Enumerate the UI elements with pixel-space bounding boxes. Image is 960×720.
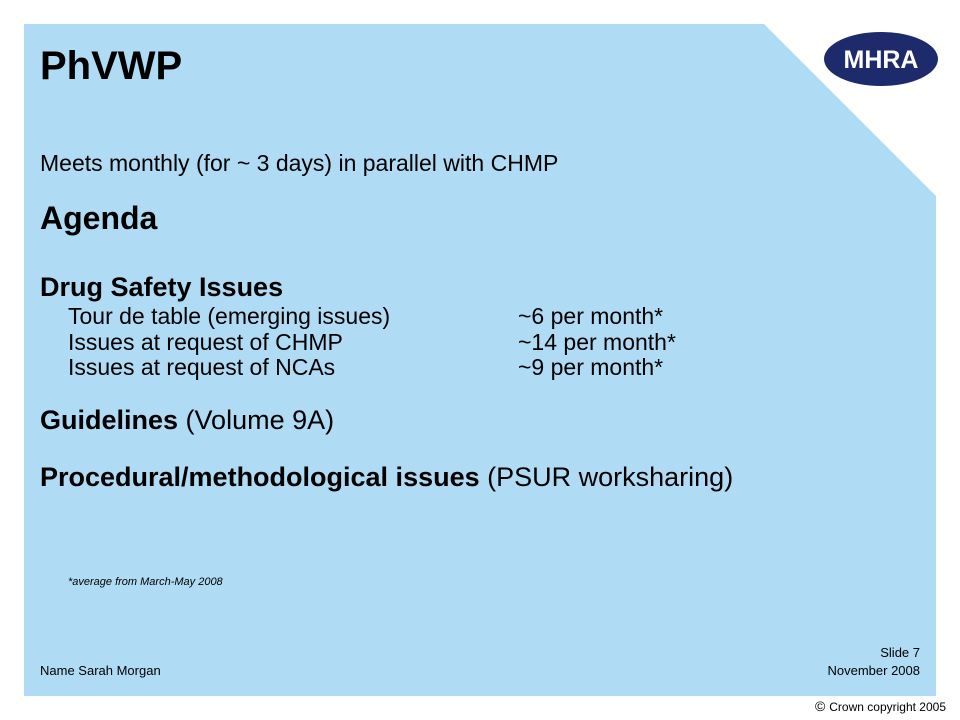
footnote: *average from March-May 2008 [68, 576, 223, 588]
issue-row-tour [68, 303, 663, 329]
issue-label: Tour de table (emerging issues) [68, 303, 391, 329]
issue-label: Issues at request of CHMP [68, 329, 343, 355]
issue-value: ~9 per month* [518, 354, 664, 380]
procedural-line [40, 462, 733, 493]
issue-value: ~6 per month* [518, 303, 664, 329]
slide-number: Slide 7 [880, 645, 920, 660]
copyright-symbol: © [814, 698, 826, 714]
mhra-logo [822, 30, 940, 88]
mhra-logo-text: MHRA [843, 46, 919, 74]
issue-row-chmp [68, 329, 676, 355]
issue-value: ~14 per month* [518, 329, 676, 355]
slide-title: PhVWP [40, 44, 183, 88]
copyright-notice [815, 698, 946, 714]
guidelines-bold: Guidelines [40, 405, 179, 435]
meets-text: Meets monthly (for ~ 3 days) in parallel with CHMP [40, 150, 559, 176]
issue-label: Issues at request of NCAs [68, 354, 336, 380]
guidelines-line [40, 405, 334, 436]
agenda-heading: Agenda [40, 200, 158, 236]
drug-safety-heading: Drug Safety Issues [40, 272, 284, 302]
issue-row-ncas [68, 354, 663, 380]
copyright-text: Crown copyright 2005 [829, 700, 946, 714]
procedural-bold: Procedural/methodological issues [40, 462, 480, 492]
procedural-rest: (PSUR worksharing) [479, 462, 734, 492]
slide-date: November 2008 [827, 663, 920, 678]
presenter-name: Name Sarah Morgan [40, 663, 161, 678]
guidelines-rest: (Volume 9A) [178, 405, 335, 435]
